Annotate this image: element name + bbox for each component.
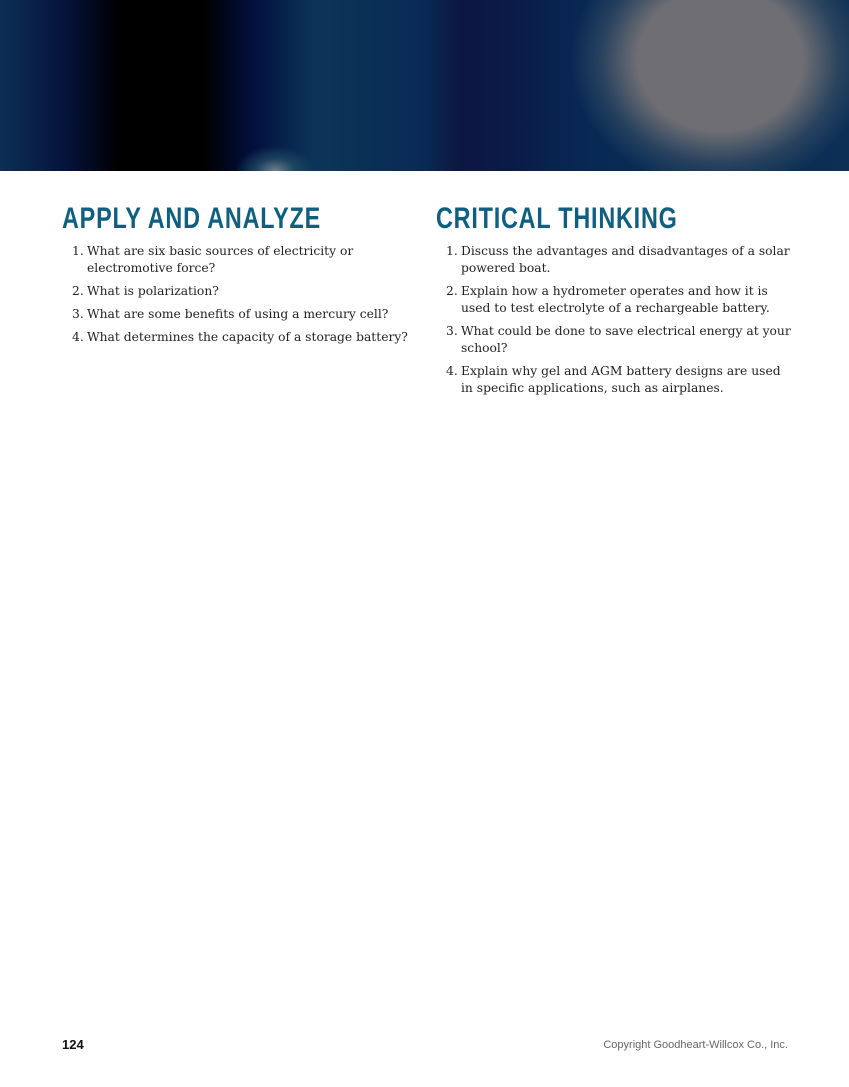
item-text: Discuss the advantages and disadvantages of a solar powered boat. bbox=[461, 244, 790, 275]
item-number: 4. bbox=[446, 364, 458, 378]
item-number: 3. bbox=[446, 324, 458, 338]
item-text: What is polarization? bbox=[87, 284, 219, 298]
question-list bbox=[436, 243, 796, 397]
header-banner-image bbox=[0, 0, 849, 171]
item-text: What are some benefits of using a mercury cell? bbox=[87, 307, 389, 321]
section-heading: APPLY AND ANALYZE bbox=[62, 202, 322, 235]
item-text: Explain how a hydrometer operates and how it is used to test electrolyte of a rechargeable battery. bbox=[461, 284, 770, 315]
item-number: 4. bbox=[72, 330, 84, 344]
list-item bbox=[62, 283, 422, 300]
item-number: 3. bbox=[72, 307, 84, 321]
list-item bbox=[436, 283, 796, 317]
list-item bbox=[436, 243, 796, 277]
item-number: 1. bbox=[72, 244, 84, 258]
list-item bbox=[436, 363, 796, 397]
item-text: What could be done to save electrical energy at your school? bbox=[461, 324, 791, 355]
copyright-notice: Copyright Goodheart-Willcox Co., Inc. bbox=[603, 1039, 788, 1051]
question-list bbox=[62, 243, 422, 346]
section-heading: CRITICAL THINKING bbox=[436, 202, 678, 235]
critical-thinking-section bbox=[436, 203, 796, 403]
item-number: 2. bbox=[446, 284, 458, 298]
list-item bbox=[62, 243, 422, 277]
item-number: 2. bbox=[72, 284, 84, 298]
list-item bbox=[436, 323, 796, 357]
item-text: Explain why gel and AGM battery designs are used in specific applications, such as airplanes. bbox=[461, 364, 781, 395]
item-text: What determines the capacity of a storage battery? bbox=[87, 330, 408, 344]
item-text: What are six basic sources of electricity or electromotive force? bbox=[87, 244, 354, 275]
apply-and-analyze-section bbox=[62, 203, 422, 352]
list-item bbox=[62, 329, 422, 346]
item-number: 1. bbox=[446, 244, 458, 258]
list-item bbox=[62, 306, 422, 323]
page-number: 124 bbox=[62, 1037, 84, 1052]
